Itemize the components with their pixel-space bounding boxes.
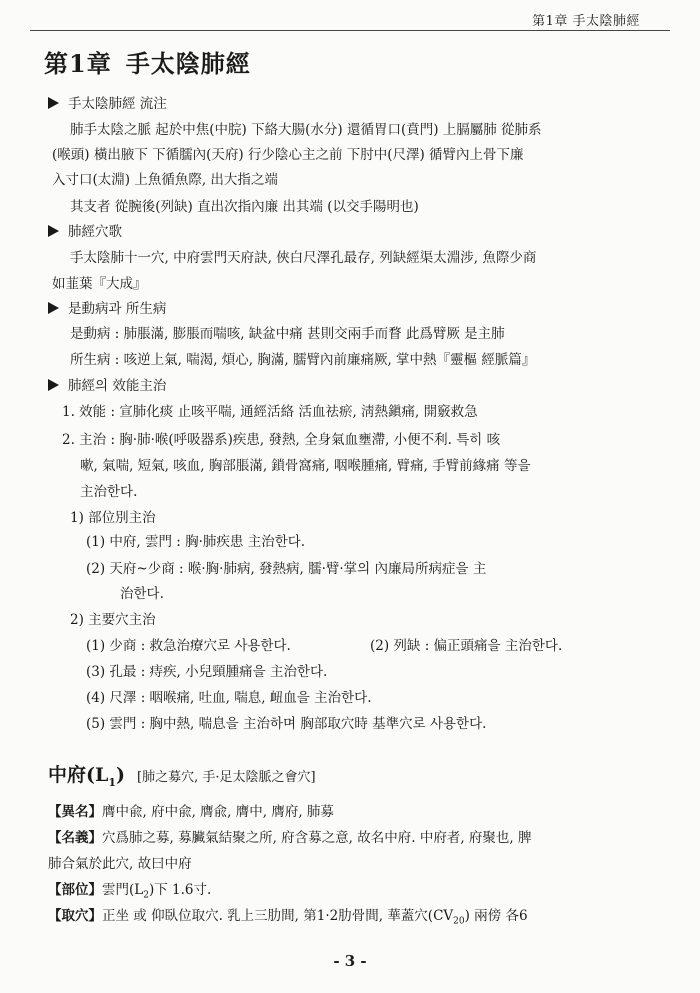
text-line: 治한다.	[120, 586, 164, 602]
triangle-bullet-icon	[48, 97, 59, 109]
section-heading-flow: 手太陰肺經 流注	[48, 92, 167, 112]
meaning-label: 【名義】	[48, 830, 102, 846]
location-line: 【部位】雲門$(L_2)$下 1.6寸.	[48, 882, 212, 901]
triangle-bullet-icon	[48, 225, 59, 237]
text-line: 所生病 : 咳逆上氣, 喘渴, 煩心, 胸滿, 臑臂內前廉痛厥, 掌中熱『靈樞 經脈篇』	[70, 352, 536, 368]
text-line: 是動病 : 肺脹滿, 膨脹而喘咳, 缺盆中痛 甚則交兩手而瞀 此爲臂厥 是主肺	[70, 326, 505, 342]
text-line: (1) 中府, 雲門 : 胸·肺疾患 主治한다.	[86, 534, 306, 550]
take-line: 【取穴】正坐 或 仰臥位取穴. 乳上三肋間, 第1·2肋骨間, 華蓋穴$(CV_{20})$ 兩傍 各6	[48, 908, 528, 927]
text-line: (3) 孔最 : 痔疾, 小兒頸腫痛을 主治한다.	[86, 664, 328, 680]
meaning-line	[48, 826, 532, 846]
header-rule	[30, 30, 670, 31]
take-label: 【取穴】	[48, 908, 102, 924]
text-line: 2. 主治 : 胸·肺·喉(呼吸器系)疾患, 發熱, 全身氣血壅滯, 小便不利. 특히 咳	[62, 432, 501, 448]
chapter-title	[44, 44, 251, 79]
text-line: 嗽, 氣喘, 短氣, 咳血, 胸部脹滿, 鎖骨窩痛, 咽喉腫痛, 臂痛, 手臂前緣痛 等을	[80, 458, 531, 474]
chapter-number: 第1章	[44, 49, 112, 78]
triangle-bullet-icon	[48, 379, 59, 391]
location-label: 【部位】	[48, 882, 102, 898]
text-line: 如韮葉『大成』	[52, 276, 147, 292]
alias-text: 膺中兪, 府中兪, 膺兪, 膺中, 膺府, 肺募	[102, 804, 334, 820]
alias-label: 【異名】	[48, 804, 102, 820]
meaning-continuation: 肺合氣於此穴, 故曰中府	[48, 856, 192, 872]
text-line: 手太陰肺十一穴, 中府雲門天府訣, 俠白尺澤孔最存, 列缺經渠太淵涉, 魚際少商	[70, 250, 537, 266]
text-line: 肺手太陰之脈 起於中焦(中脘) 下絡大腸(水分) 還循胃口(賁門) 上膈屬肺 從肺系	[70, 122, 542, 138]
acupoint-subtitle: [肺之募穴, 手·足太陰脈之會穴]	[137, 770, 316, 785]
text-line: 1. 效能 : 宣肺化痰 止咳平喘, 通經活絡 活血祛瘀, 淸熱鎭痛, 開竅救急	[62, 404, 478, 420]
text-line: (喉頭) 橫出腋下 下循臑內(天府) 行少陰心主之前 下肘中(尺澤) 循臂內上骨下廉	[52, 147, 524, 163]
text-line: 入寸口(太淵) 上魚循魚際, 出大指之端	[52, 172, 278, 188]
text-line: 其支者 從腕後(列缺) 直出次指內廉 出其端 (以交手陽明也)	[70, 199, 419, 215]
text-line: (2) 天府~少商 : 喉·胸·肺病, 發熱病, 臑·臂·掌의 內廉局所病症을 主	[86, 561, 487, 577]
text-line: (1) 少商 : 救急治療穴로 사용한다.	[86, 638, 291, 654]
running-header: 第1章 手太陰肺經	[532, 14, 640, 29]
section-heading-efficacy: 肺經의 效能主治	[48, 374, 166, 394]
text-line: (2) 列缺 : 偏正頭痛을 主治한다.	[370, 638, 563, 654]
text-line: 1) 部位別主治	[70, 510, 156, 526]
text-line: (4) 尺澤 : 咽喉痛, 吐血, 喘息, 衄血을 主治한다.	[86, 690, 372, 706]
section-heading-diseases: 是動病과 所生病	[48, 297, 166, 317]
alias-line	[48, 800, 334, 820]
section-heading-song: 肺經穴歌	[48, 220, 122, 240]
text-line: (5) 雲門 : 胸中熱, 喘息을 主治하며 胸部取穴時 基準穴로 사용한다.	[86, 716, 487, 732]
acupoint-name: 中府	[48, 764, 87, 786]
page-number: - 3 -	[333, 952, 367, 970]
text-line: 主治한다.	[80, 484, 138, 500]
acupoint-code: $(L_1)$	[86, 764, 126, 789]
chapter-name: 手太陰肺經	[125, 49, 251, 78]
text-line: 2) 主要穴主治	[70, 612, 156, 628]
meaning-text: 穴爲肺之募, 募臟氣結聚之所, 府含募之意, 故名中府. 中府者, 府聚也, 脾	[102, 830, 532, 846]
acupoint-title	[48, 760, 316, 789]
triangle-bullet-icon	[48, 302, 59, 314]
